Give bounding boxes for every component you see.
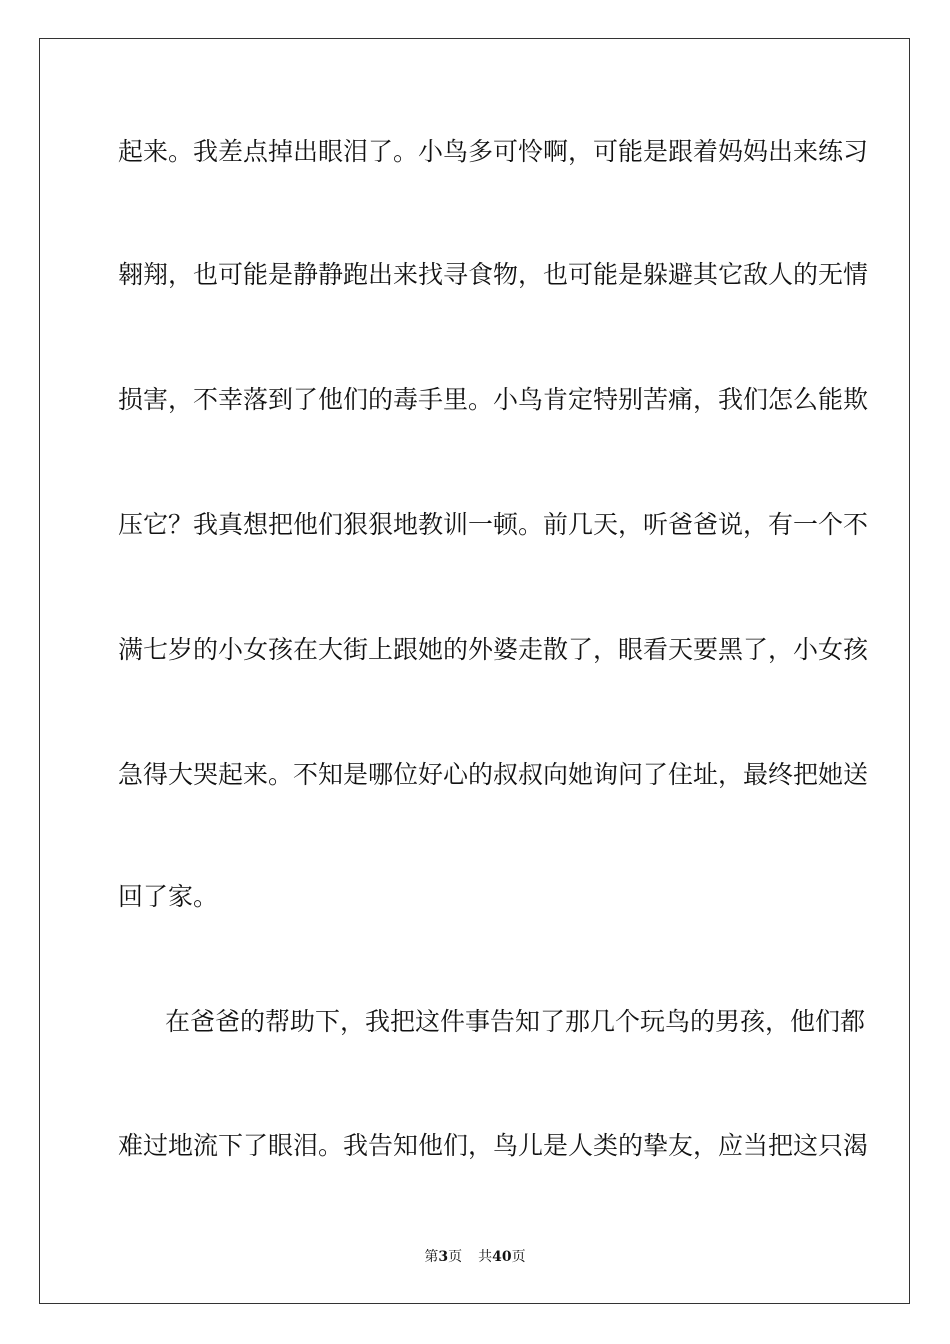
text-line-1: 起来。我差点掉出眼泪了。小鸟多可怜啊，可能是跟着妈妈出来练习 (118, 137, 869, 166)
footer-total-suffix: 页 (511, 1249, 526, 1265)
footer-page-prefix: 第 (424, 1249, 439, 1265)
footer-page-number: 3 (438, 1249, 449, 1265)
text-line-6: 急得大哭起来。不知是哪位好心的叔叔向她询问了住址，最终把她送 (118, 760, 869, 789)
footer-total-pages: 40 (492, 1249, 512, 1265)
footer-page-suffix: 页 (448, 1249, 463, 1265)
text-line-5: 满七岁的小女孩在大街上跟她的外婆走散了，眼看天要黑了，小女孩 (118, 635, 869, 664)
text-line-9: 难过地流下了眼泪。我告知他们，鸟儿是人类的挚友，应当把这只渴 (118, 1131, 869, 1160)
text-line-2: 翱翔，也可能是静静跑出来找寻食物，也可能是躲避其它敌人的无情 (118, 260, 869, 289)
text-line-4: 压它？我真想把他们狠狠地教训一顿。前几天，听爸爸说，有一个不 (118, 510, 869, 539)
text-line-7: 回了家。 (118, 882, 219, 911)
text-line-8-paragraph-start: 在爸爸的帮助下，我把这件事告知了那几个玩鸟的男孩，他们都 (165, 1007, 866, 1036)
page-border (39, 38, 910, 1304)
page-footer (0, 1248, 950, 1266)
text-line-3: 损害，不幸落到了他们的毒手里。小鸟肯定特别苦痛，我们怎么能欺 (118, 385, 869, 414)
footer-total-prefix: 共 (478, 1249, 493, 1265)
